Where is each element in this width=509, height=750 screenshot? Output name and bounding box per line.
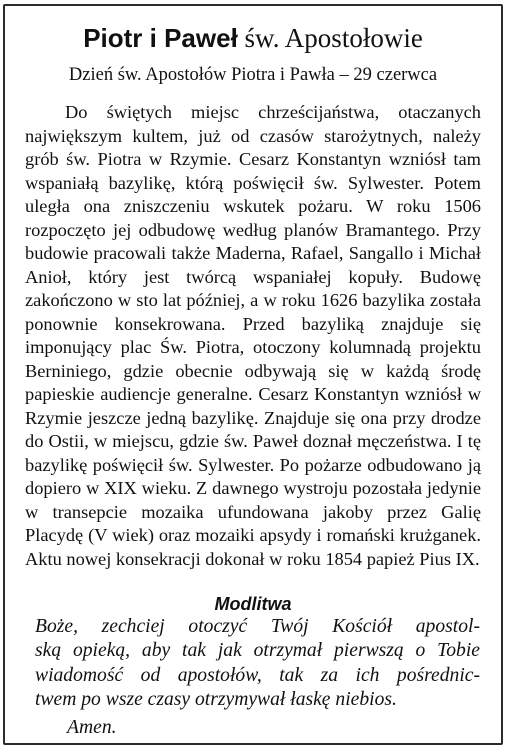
prayer-line: wiadomość od apostołów, tak za ich pośrednic- [35, 664, 480, 686]
prayer-line: Boże, zechciej otoczyć Twój Kościół apostol- [35, 616, 480, 637]
body-paragraph: Do świętych miejsc chrześcijaństwa, otaczanych największym kultem, już od czasów starożytnych, należy grób św. Piotra w Rzymie. Cesarz Konstantyn wzniósł tam wspaniałą bazylikę, którą poświęcił św. Sylwester. Potem uległa ona zniszczeniu wskutek pożaru. W roku 1506 rozpoczęto jej odbudowę według planów Bramantego. Przy budowie pracowali także Maderna, Rafael, Sangallo i Michał Anioł, który jest twórcą wspaniałej kopuły. Budowę zakończono w sto lat później, a w roku 1626 bazylika została ponownie konsekrowana. Przed bazyliką znajduje się imponujący plac Św. Piotra, otoczony kolumnadą projektu Berniniego, gdzie obecnie odbywają się w każdą środę papieskie audiencje generalne. Cesarz Konstantyn wzniósł w Rzymie jeszcze jedną bazylikę. Znajduje się ona przy drodze do Ostii, w miejscu, gdzie św. Paweł doznał męczeństwa. I tę bazylikę poświęcił św. Sylwester. Po pożarze odbudowano ją dopiero w XIX wieku. Z dawnego wystroju pozostała jedynie w transepcie mozaika ufundowana jakoby przez Galię Placydę (V wiek) oraz mozaiki apsydy i romański krużganek. Aktu nowej konsekracji dokonał w roku 1854 papież Pius IX. [25, 102, 481, 569]
title-names: Piotr i Paweł [83, 23, 238, 53]
prayer-line: ską opieką, aby tak jak otrzymał pierwszą o Tobie [35, 640, 480, 662]
prayer-text [35, 615, 480, 713]
page-frame [3, 4, 503, 745]
page-title [5, 22, 501, 54]
prayer-amen: Amen. [67, 717, 117, 738]
prayer-heading: Modlitwa [214, 594, 292, 614]
title-suffix: św. Apostołowie [244, 23, 423, 53]
prayer-line: twem po wsze czasy otrzymywał łaskę niebios. [35, 689, 397, 711]
page-subtitle: Dzień św. Apostołów Piotra i Pawła – 29 czerwca [68, 65, 438, 85]
